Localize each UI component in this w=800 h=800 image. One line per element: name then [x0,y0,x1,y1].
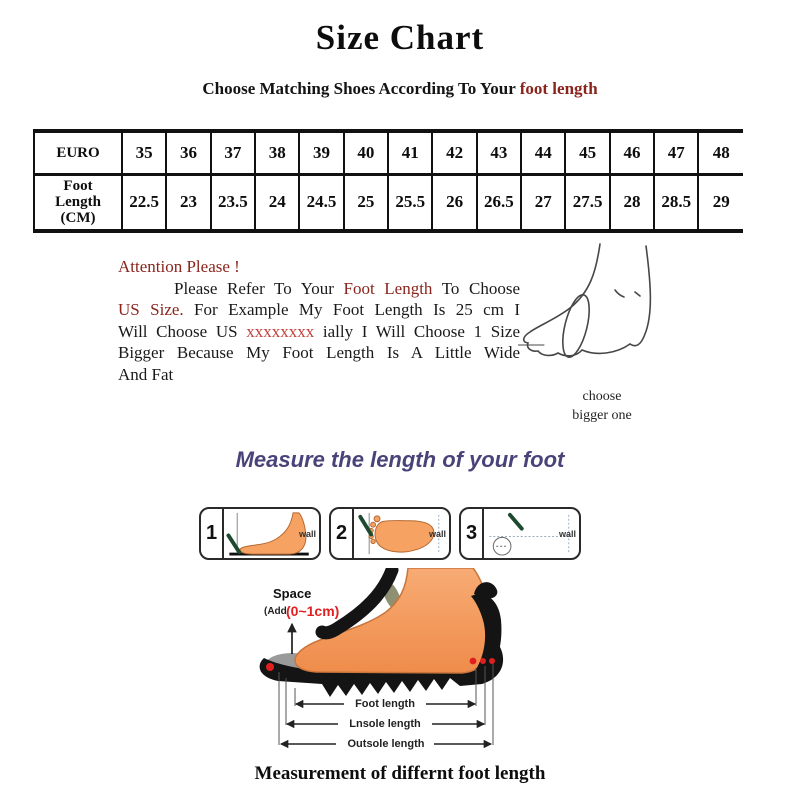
attention-line [118,321,520,343]
step-number: 2 [331,509,354,558]
attention-segment: For Example My Foot Length Is 25 cm I [183,300,520,320]
size-cell: 48 [698,131,743,174]
bottom-caption: Measurement of differnt foot length [254,763,546,784]
measurement-labels [336,696,434,750]
measure-heading: Measure the length of your foot [235,447,565,472]
size-cell: 44 [521,131,565,174]
attention-line [118,364,520,386]
size-table [33,129,743,233]
choose-bigger-note [543,387,661,425]
size-table-row [34,131,743,174]
subtitle [0,79,800,99]
size-cell: 45 [565,131,609,174]
wall-label: wall [298,528,316,539]
attention-segment: Foot Length [343,278,433,298]
foot-length-label: Foot length [355,698,415,710]
step-2-art [354,509,449,558]
size-cell: 36 [166,131,210,174]
wall-label: wall [558,528,576,539]
insole-length-label: Lnsole length [349,718,421,730]
size-cell: 42 [432,131,476,174]
size-cell: 40 [344,131,388,174]
size-cell: 43 [477,131,521,174]
attention-line [118,342,520,364]
size-cell: 23 [166,174,210,231]
shoe-measurement-illustration [240,568,570,758]
footprint-icon [369,516,434,552]
attention-line [118,299,520,321]
step-number: 3 [461,509,484,558]
size-cell: 27.5 [565,174,609,231]
step-3-art [484,509,579,558]
size-row-header: Foot Length (CM) [34,174,122,231]
choose-note-line1: choose [582,389,622,404]
attention-segment: xxxxxxxx [246,321,315,341]
step-1-art [224,509,319,558]
attention-segment: US Size. [118,300,184,320]
size-cell: 25 [344,174,388,231]
size-cell: 25.5 [388,174,432,231]
choose-note-line2: bigger one [572,408,632,423]
size-cell: 26.5 [477,174,521,231]
page-title: Size Chart [315,18,485,57]
size-cell: 47 [654,131,698,174]
space-range-label: (0~1cm) [286,603,340,619]
attention-segment: Bigger Because My Foot Length Is A Little Wide [118,343,520,363]
attention-segment: ially I Will Choose 1 Size [314,321,520,341]
size-cell: 46 [610,131,654,174]
size-cell: 28 [610,174,654,231]
measure-mark-icon [493,537,511,555]
size-cell: 41 [388,131,432,174]
measure-step-3 [459,507,581,560]
foot-outline-icon [518,244,650,360]
measure-step-2 [329,507,451,560]
size-cell: 26 [432,174,476,231]
pen-icon [510,515,522,529]
subtitle-prefix: Choose Matching Shoes According To Your [202,79,520,98]
measure-steps [199,507,581,560]
size-cell: 24.5 [299,174,343,231]
size-cell: 35 [122,131,166,174]
size-cell: 24 [255,174,299,231]
space-label: Space [273,586,312,601]
size-cell: 22.5 [122,174,166,231]
foot-sketch-illustration [518,242,718,382]
foot-side-icon [240,513,306,554]
size-cell: 29 [698,174,743,231]
size-cell: 37 [211,131,255,174]
measure-step-1 [199,507,321,560]
size-cell: 28.5 [654,174,698,231]
size-cell: 27 [521,174,565,231]
attention-segment: And Fat [118,364,174,384]
size-row-header: EURO [34,131,122,174]
space-add-label: (Add [264,606,287,617]
size-table-row [34,174,743,231]
attention-segment: To Choose [432,278,520,298]
size-table-body [34,131,743,231]
subtitle-highlight: foot length [519,79,598,98]
attention-segment: Please Refer To Your [174,278,344,298]
attention-line [118,278,520,300]
step-number: 1 [201,509,224,558]
attention-text [118,256,520,386]
attention-segment: Attention Please ! [118,257,240,276]
outsole-length-label: Outsole length [347,738,425,750]
size-cell: 38 [255,131,299,174]
attention-line [118,256,520,278]
size-cell: 23.5 [211,174,255,231]
wall-label: wall [428,528,446,539]
size-cell: 39 [299,131,343,174]
attention-segment: Will Choose US [118,321,247,341]
